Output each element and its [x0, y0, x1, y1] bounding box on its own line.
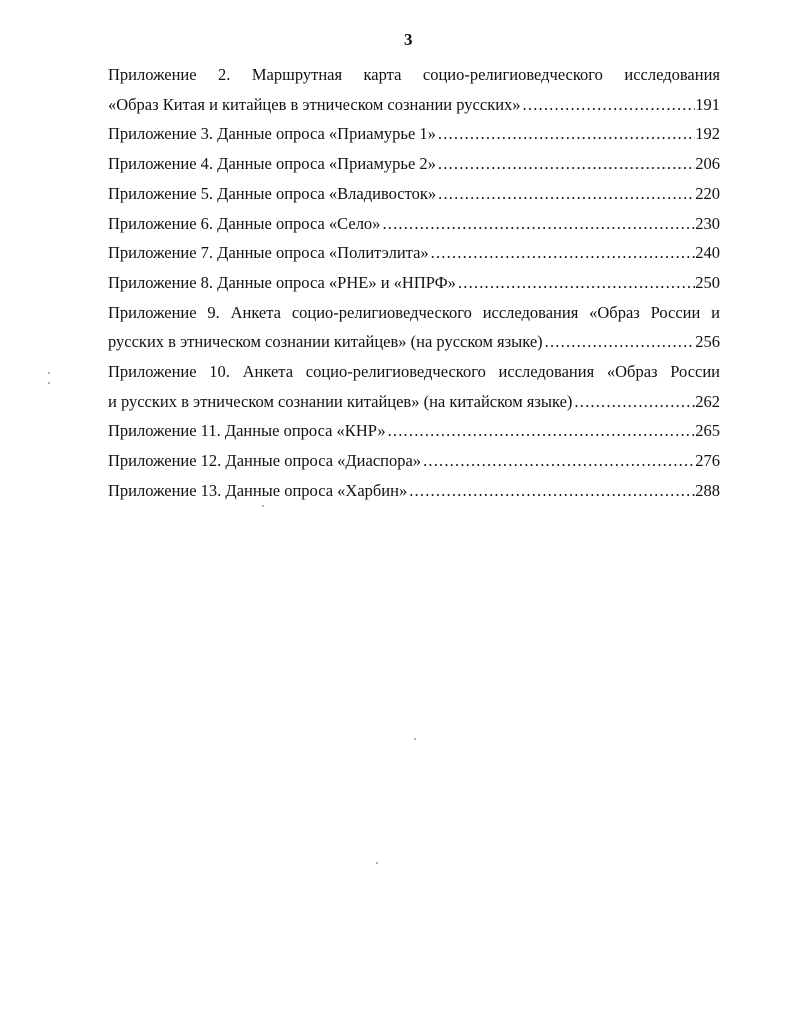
toc-entry-page: 192 — [695, 124, 720, 144]
toc-entry-title: Приложение 7. Данные опроса «Политэлита» — [108, 243, 429, 263]
toc-entry-appendix-8[interactable] — [108, 268, 720, 298]
toc-entry-line — [108, 90, 720, 120]
dot-leader — [429, 238, 696, 268]
toc-entry-appendix-5[interactable] — [108, 179, 720, 209]
toc-entry-line — [108, 327, 720, 357]
toc-entry-appendix-4[interactable] — [108, 149, 720, 179]
toc-entry-appendix-9[interactable] — [108, 298, 720, 357]
toc-entry-title: «Образ Китая и китайцев в этническом сознании русских» — [108, 94, 521, 114]
toc-entry-appendix-2[interactable] — [108, 60, 720, 119]
toc-entry-title: Приложение 5. Данные опроса «Владивосток» — [108, 183, 437, 203]
toc-entry-page: 240 — [695, 243, 720, 263]
scan-speck — [262, 505, 264, 507]
toc-entry-appendix-6[interactable] — [108, 209, 720, 239]
toc-entry-line — [108, 149, 720, 179]
toc-entry-line — [108, 268, 720, 298]
toc-entry-page: 256 — [695, 332, 720, 352]
toc-entry-page: 250 — [695, 272, 720, 292]
dot-leader — [436, 179, 695, 209]
table-of-contents — [108, 60, 720, 506]
dot-leader — [407, 476, 695, 506]
toc-entry-title: Приложение 11. Данные опроса «КНР» — [108, 421, 386, 441]
dot-leader — [380, 209, 695, 239]
toc-entry-line — [108, 476, 720, 506]
toc-entry-title: Приложение 4. Данные опроса «Приамурье 2» — [108, 154, 436, 174]
toc-entry-page: 220 — [695, 183, 720, 203]
dot-leader — [436, 149, 695, 179]
toc-entry-appendix-10[interactable] — [108, 357, 720, 416]
scan-speck — [414, 738, 416, 740]
toc-entry-line — [108, 387, 720, 417]
toc-entry-title: Приложение 13. Данные опроса «Харбин» — [108, 480, 408, 500]
toc-entry-line — [108, 416, 720, 446]
scan-speck — [48, 382, 50, 384]
toc-entry-appendix-13[interactable] — [108, 476, 720, 506]
toc-entry-page: 206 — [695, 154, 720, 174]
scan-speck — [48, 372, 50, 374]
toc-entry-title: Приложение 12. Данные опроса «Диаспора» — [108, 451, 422, 471]
dot-leader — [436, 119, 695, 149]
scan-speck — [376, 862, 378, 864]
toc-entry-line — [108, 179, 720, 209]
toc-entry-page: 288 — [695, 480, 720, 500]
toc-entry-title: и русских в этническом сознании китайцев» (на китайском языке) — [108, 391, 573, 411]
toc-entry-page: 265 — [695, 421, 720, 441]
toc-entry-title: русских в этническом сознании китайцев» (на русском языке) — [108, 332, 543, 352]
dot-leader — [521, 90, 696, 120]
toc-entry-line — [108, 446, 720, 476]
dot-leader — [456, 268, 695, 298]
toc-entry-line — [108, 119, 720, 149]
toc-entry-title: Приложение 3. Данные опроса «Приамурье 1» — [108, 124, 436, 144]
toc-entry-page: 276 — [695, 451, 720, 471]
toc-entry-page: 262 — [695, 391, 720, 411]
page-number: 3 — [404, 30, 413, 49]
toc-entry-title-line: Приложение 9. Анкета социо-религиоведческого исследования «Образ России и — [108, 302, 720, 322]
toc-entry-title: Приложение 8. Данные опроса «РНЕ» и «НПРФ» — [108, 272, 456, 292]
toc-entry-appendix-11[interactable] — [108, 416, 720, 446]
toc-entry-line — [108, 238, 720, 268]
toc-entry-appendix-3[interactable] — [108, 119, 720, 149]
toc-entry-page: 191 — [695, 94, 720, 114]
toc-entry-appendix-12[interactable] — [108, 446, 720, 476]
toc-entry-page: 230 — [695, 213, 720, 233]
toc-entry-appendix-7[interactable] — [108, 238, 720, 268]
toc-entry-line — [108, 209, 720, 239]
dot-leader — [543, 327, 696, 357]
dot-leader — [386, 416, 696, 446]
dot-leader — [572, 387, 695, 417]
toc-entry-title-line: Приложение 10. Анкета социо-религиоведческого исследования «Образ России — [108, 362, 720, 382]
dot-leader — [421, 446, 695, 476]
toc-entry-title-line: Приложение 2. Маршрутная карта социо-религиоведческого исследования — [108, 65, 720, 84]
toc-entry-title: Приложение 6. Данные опроса «Село» — [108, 213, 381, 233]
